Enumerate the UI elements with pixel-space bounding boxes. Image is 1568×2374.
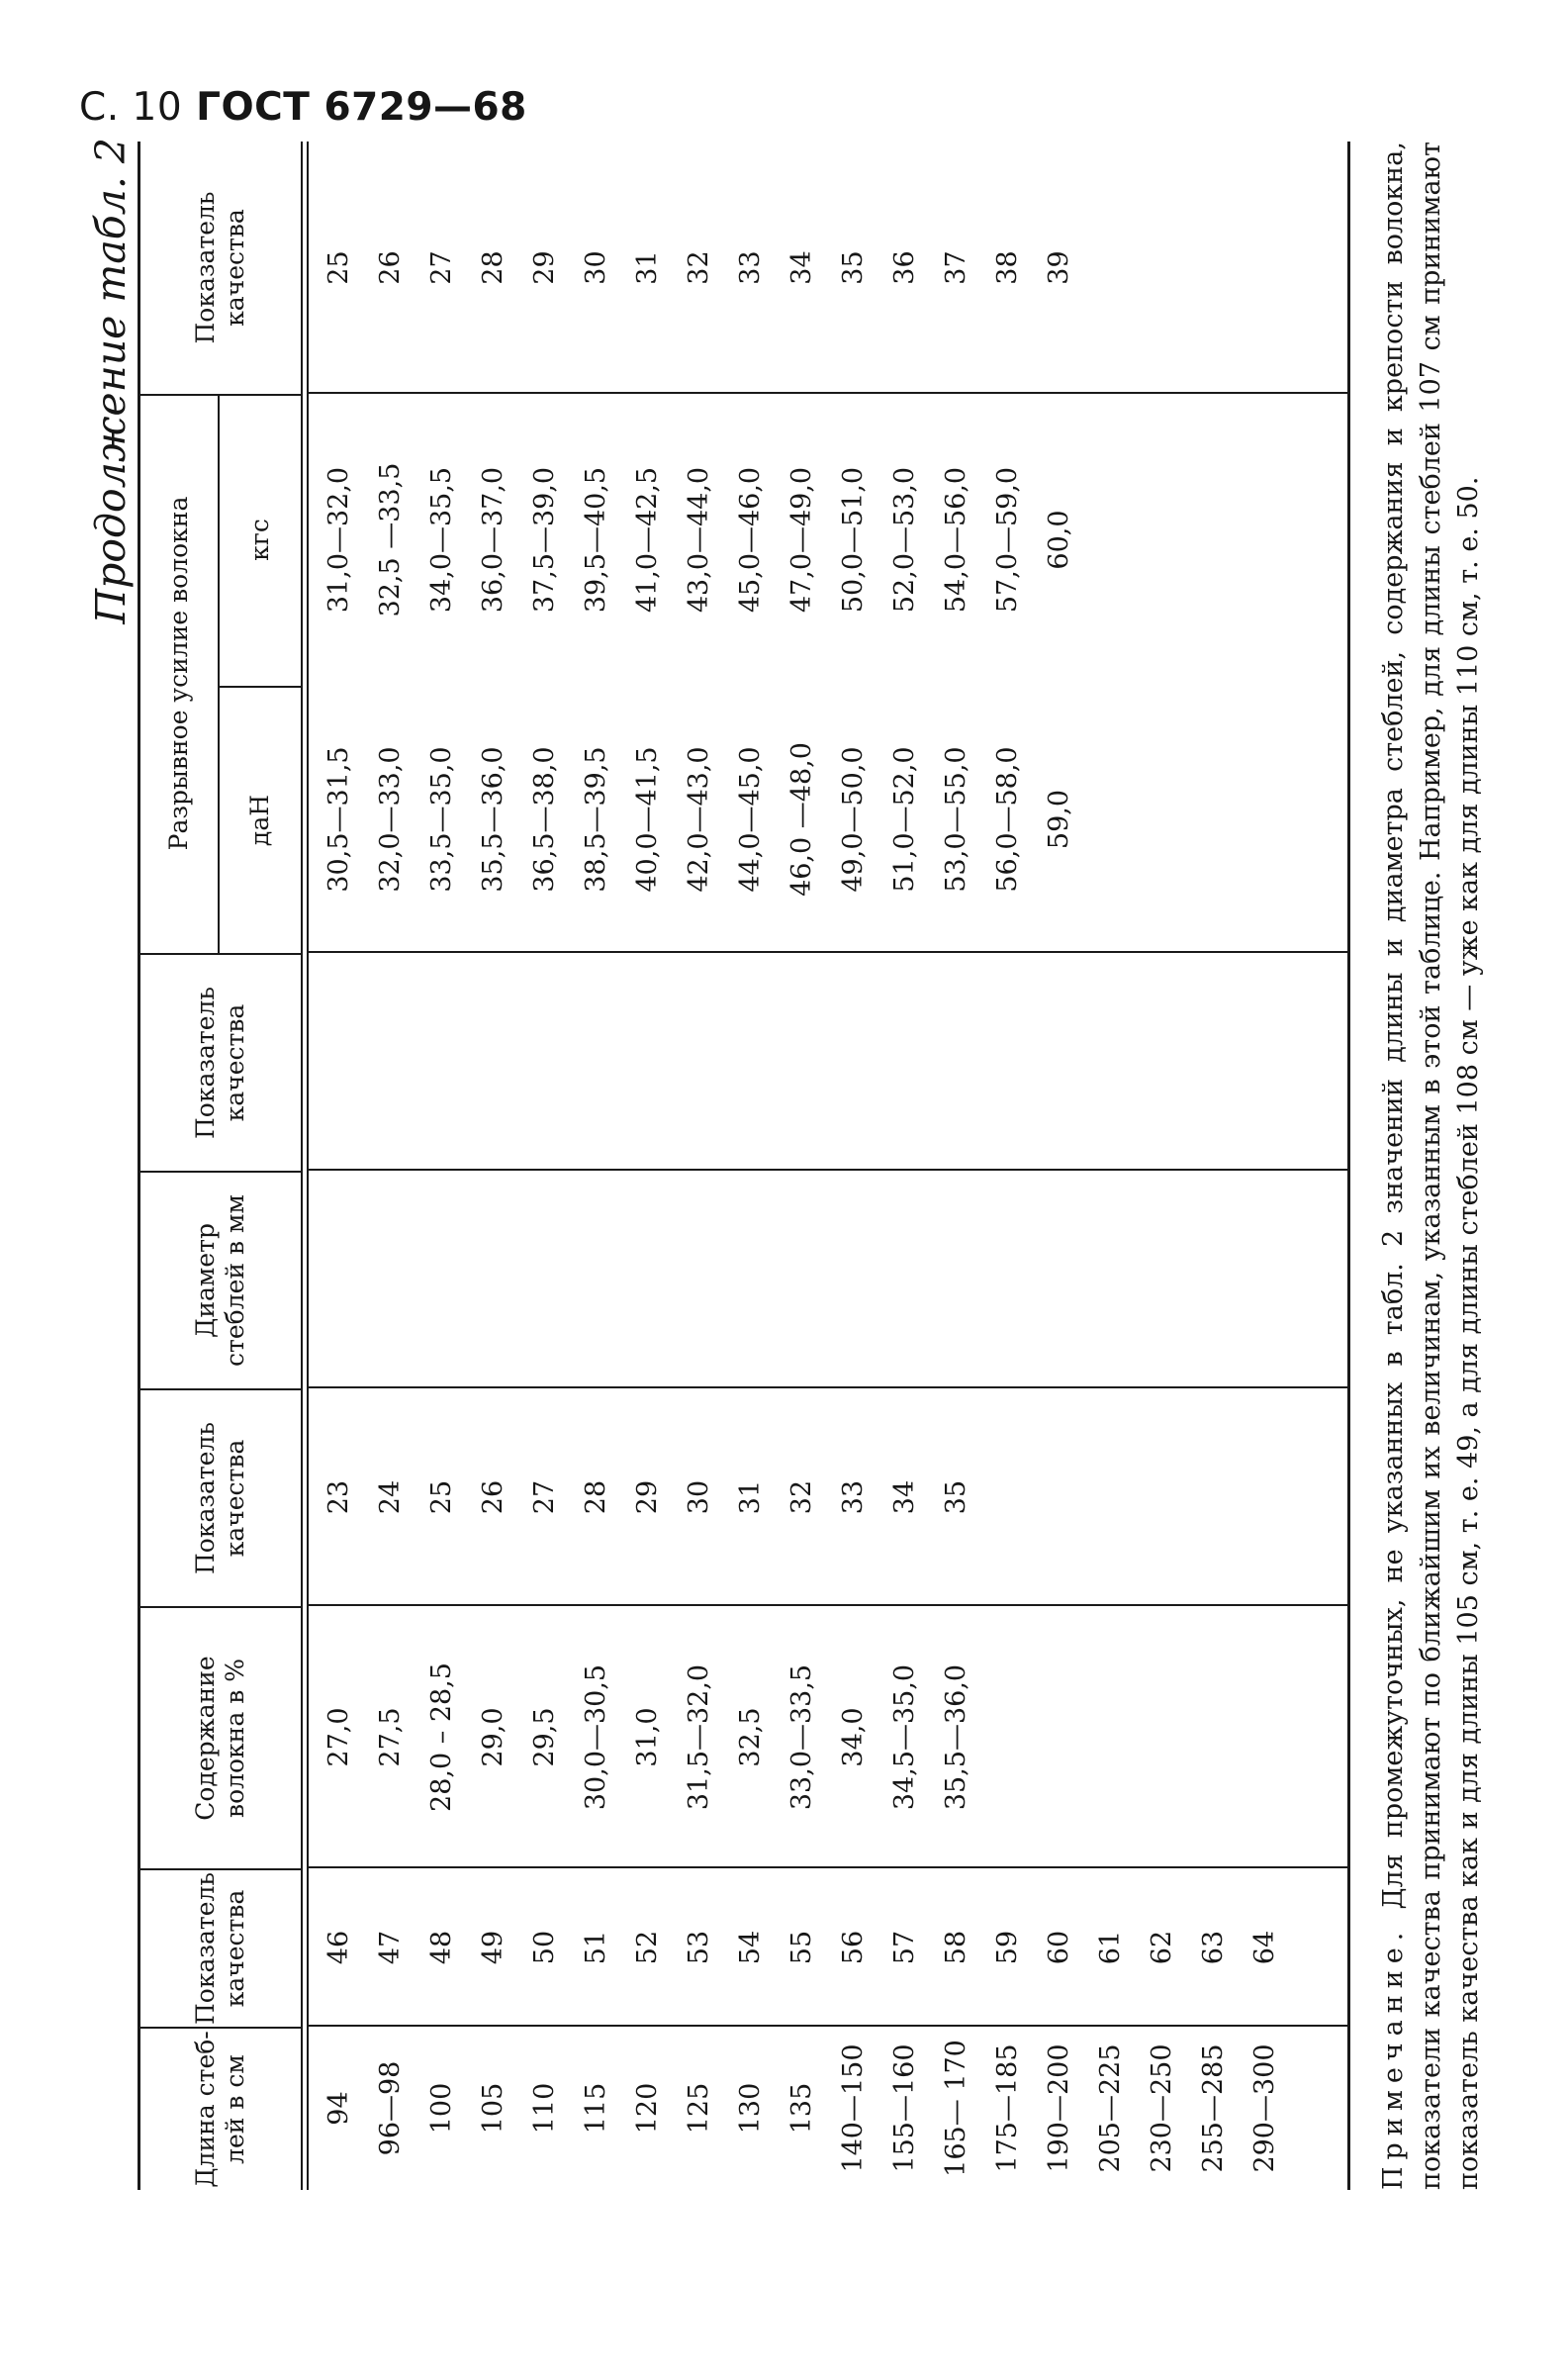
cell-q1: 47 — [374, 1930, 406, 1965]
cell-q4: 31 — [631, 250, 663, 285]
cell-dan: 53,0—55,0 — [940, 746, 971, 893]
table-row — [1136, 142, 1187, 2190]
table-note — [1375, 142, 1488, 2190]
table-row — [313, 142, 364, 2190]
col-header-strength-group — [140, 394, 301, 953]
cell-q1: 48 — [425, 1930, 457, 1965]
cell-dan: 42,0—43,0 — [683, 746, 714, 893]
cell-q1: 58 — [940, 1930, 971, 1965]
cell-content: 27,5 — [374, 1707, 406, 1767]
cell-dan: 49,0—50,0 — [837, 746, 869, 893]
table-row — [1033, 142, 1084, 2190]
header-double-rule — [301, 142, 309, 2190]
cell-q4: 34 — [785, 250, 817, 285]
table-header — [140, 142, 301, 2190]
cell-kgf: 37,5—39,0 — [528, 466, 560, 614]
cell-dan: 51,0—52,0 — [888, 746, 920, 893]
cell-kgf — [1136, 394, 1187, 686]
cell-q1: 55 — [785, 1930, 817, 1965]
cell-dan: 40,0—41,5 — [631, 746, 663, 893]
table-row — [878, 142, 930, 2190]
cell-q1: 61 — [1094, 1930, 1126, 1965]
note-label: Примечание. — [1378, 1925, 1409, 2190]
cell-dan: 56,0—58,0 — [991, 746, 1023, 893]
cell-q1: 63 — [1197, 1930, 1229, 1965]
note-text: Для промежуточных, не указанных в табл. 2 значений длины и диаметра стеблей, содержания и крепости волокна, показатели качества принимают по ближайшим их величинам, указанным в этой таблице. Например, для длины стеблей 107 см принимают показатель качества как и для длины 105 см, т. е. 49, а для длины стеблей 108 см — уже как для длины 110 см, т. е. 50. — [1378, 142, 1484, 2190]
cell-content: 32,5 — [734, 1707, 766, 1767]
cell-length: 190—200 — [1043, 2043, 1074, 2173]
cell-q2 — [1084, 1388, 1136, 1606]
cell-content — [1239, 1606, 1290, 1868]
cell-q1: 46 — [323, 1930, 354, 1965]
cell-q1: 64 — [1248, 1930, 1280, 1965]
table-row — [776, 142, 827, 2190]
cell-q1: 57 — [888, 1930, 920, 1965]
cell-q4: 25 — [323, 250, 354, 285]
cell-q4 — [1187, 142, 1239, 394]
cell-q4 — [1084, 142, 1136, 394]
col-header-quality-2: Показатель качества — [140, 1388, 301, 1606]
standard-code: ГОСТ 6729—68 — [196, 85, 527, 130]
cell-q2 — [1136, 1388, 1187, 1606]
cell-q4: 35 — [837, 250, 869, 285]
cell-dan: 33,5—35,0 — [425, 746, 457, 893]
cell-q1: 56 — [837, 1930, 869, 1965]
cell-kgf: 41,0—42,5 — [631, 466, 663, 614]
table-row — [364, 142, 415, 2190]
cell-dan: 38,5—39,5 — [580, 746, 611, 893]
cell-kgf: 50,0—51,0 — [837, 466, 869, 614]
cell-q4: 30 — [580, 250, 611, 285]
cell-length: 140—150 — [837, 2043, 869, 2173]
cell-content: 35,5—36,0 — [940, 1663, 971, 1811]
cell-content: 29,0 — [477, 1707, 508, 1767]
cell-kgf — [1084, 394, 1136, 686]
cell-kgf: 39,5—40,5 — [580, 466, 611, 614]
table-row — [673, 142, 724, 2190]
col-header-dan: даН — [220, 686, 301, 953]
quality-table — [138, 142, 1350, 2190]
cell-content: 34,0 — [837, 1707, 869, 1767]
cell-q2: 27 — [528, 1479, 560, 1515]
cell-length: 120 — [631, 2082, 663, 2135]
cell-content: 28,0 – 28,5 — [425, 1662, 457, 1812]
cell-kgf: 45,0—46,0 — [734, 466, 766, 614]
page-number: С. 10 — [79, 85, 183, 130]
col-header-quality-4: Показатель качества — [191, 191, 249, 344]
cell-q1: 62 — [1146, 1930, 1177, 1965]
cell-length: 255—285 — [1197, 2043, 1229, 2173]
cell-q4: 26 — [374, 250, 406, 285]
cell-content: 31,0 — [631, 1707, 663, 1767]
cell-q2: 33 — [837, 1479, 869, 1515]
cell-kgf: 54,0—56,0 — [940, 466, 971, 614]
cell-kgf: 52,0—53,0 — [888, 466, 920, 614]
cell-q2 — [1033, 1388, 1084, 1606]
cell-length: 96—98 — [374, 2060, 406, 2156]
cell-q4: 29 — [528, 250, 560, 285]
cell-content — [981, 1606, 1033, 1868]
cell-length: 165— 170 — [940, 2040, 971, 2177]
cell-kgf — [1239, 394, 1290, 686]
cell-q2: 31 — [734, 1479, 766, 1515]
table-row — [570, 142, 621, 2190]
cell-q4: 37 — [940, 250, 971, 285]
cell-content: 34,5—35,0 — [888, 1663, 920, 1811]
cell-q4: 28 — [477, 250, 508, 285]
cell-length: 115 — [580, 2082, 611, 2135]
table-row — [621, 142, 673, 2190]
cell-length: 230—250 — [1146, 2043, 1177, 2173]
cell-q1: 53 — [683, 1930, 714, 1965]
cell-length: 100 — [425, 2082, 457, 2135]
cell-length: 175—185 — [991, 2043, 1023, 2173]
cell-length: 290—300 — [1248, 2043, 1280, 2173]
table-row — [1187, 142, 1239, 2190]
cell-q4: 32 — [683, 250, 714, 285]
cell-length: 105 — [477, 2082, 508, 2135]
cell-kgf: 32,5 —33,5 — [374, 462, 406, 617]
cell-q2 — [1239, 1388, 1290, 1606]
cell-dan: 44,0—45,0 — [734, 746, 766, 893]
cell-length: 110 — [528, 2082, 560, 2135]
cell-dan — [1239, 686, 1290, 953]
cell-content — [1033, 1606, 1084, 1868]
cell-content — [1187, 1606, 1239, 1868]
cell-q2: 34 — [888, 1479, 920, 1515]
cell-dan: 30,5—31,5 — [323, 746, 354, 893]
cell-content — [1136, 1606, 1187, 1868]
cell-q1: 50 — [528, 1930, 560, 1965]
cell-kgf — [1187, 394, 1239, 686]
table-row — [827, 142, 878, 2190]
cell-q2: 26 — [477, 1479, 508, 1515]
cell-dan: 35,5—36,0 — [477, 746, 508, 893]
cell-length: 205—225 — [1094, 2043, 1126, 2173]
cell-content — [1084, 1606, 1136, 1868]
cell-kgf: 43,0—44,0 — [683, 466, 714, 614]
cell-content: 33,0—33,5 — [785, 1663, 817, 1811]
table-row — [724, 142, 776, 2190]
cell-kgf: 47,0—49,0 — [785, 466, 817, 614]
cell-dan — [1187, 686, 1239, 953]
cell-q1: 59 — [991, 1930, 1023, 1965]
cell-q2: 25 — [425, 1479, 457, 1515]
cell-kgf: 60,0 — [1043, 510, 1074, 570]
cell-q4: 39 — [1043, 250, 1074, 285]
col-header-stem-diameter: Диаметр стеблей в мм — [140, 1171, 301, 1388]
cell-q2: 35 — [940, 1479, 971, 1515]
table-row — [518, 142, 570, 2190]
cell-q1: 52 — [631, 1930, 663, 1965]
cell-content: 29,5 — [528, 1707, 560, 1767]
cell-q2: 32 — [785, 1479, 817, 1515]
table-row — [1239, 142, 1290, 2190]
cell-dan: 46,0 —48,0 — [785, 742, 817, 897]
cell-q4: 36 — [888, 250, 920, 285]
cell-q4 — [1239, 142, 1290, 394]
cell-q2: 23 — [323, 1479, 354, 1515]
table-row — [467, 142, 518, 2190]
cell-q4: 33 — [734, 250, 766, 285]
cell-q1: 49 — [477, 1930, 508, 1965]
cell-q2: 24 — [374, 1479, 406, 1515]
cell-dan: 59,0 — [1043, 789, 1074, 850]
cell-q2: 29 — [631, 1479, 663, 1515]
cell-length: 130 — [734, 2082, 766, 2135]
cell-q4: 27 — [425, 250, 457, 285]
cell-q4: 38 — [991, 250, 1023, 285]
col-header-fiber-content: Содержание волокна в % — [140, 1606, 301, 1868]
col-header-quality-3: Показатель качества — [140, 953, 301, 1171]
col-header-quality-1: Показатель качества — [140, 1868, 301, 2027]
cell-content: 27,0 — [323, 1707, 354, 1767]
cell-q1: 54 — [734, 1930, 766, 1965]
cell-kgf: 31,0—32,0 — [323, 466, 354, 614]
cell-dan — [1136, 686, 1187, 953]
cell-kgf: 36,0—37,0 — [477, 466, 508, 614]
cell-q4 — [1136, 142, 1187, 394]
cell-kgf: 57,0—59,0 — [991, 466, 1023, 614]
table-caption: Продолжение табл. 2 — [87, 138, 135, 624]
col-header-length: Длина стеб-лей в см — [140, 2027, 301, 2190]
cell-q1: 51 — [580, 1930, 611, 1965]
cell-dan: 36,5—38,0 — [528, 746, 560, 893]
cell-q2 — [981, 1388, 1033, 1606]
table-row — [1084, 142, 1136, 2190]
cell-length: 135 — [785, 2082, 817, 2135]
cell-q2: 28 — [580, 1479, 611, 1515]
cell-dan — [1084, 686, 1136, 953]
col-header-kgf: кгс — [245, 519, 274, 561]
cell-length: 125 — [683, 2082, 714, 2135]
strength-group-label: Разрывное усилие волокна — [140, 394, 220, 953]
table-row — [981, 142, 1033, 2190]
cell-length: 155—160 — [888, 2043, 920, 2173]
table-row — [930, 142, 981, 2190]
cell-content: 30,0—30,5 — [580, 1663, 611, 1811]
cell-content: 31,5—32,0 — [683, 1663, 714, 1811]
table-row — [415, 142, 467, 2190]
cell-dan: 32,0—33,0 — [374, 746, 406, 893]
cell-kgf: 34,0—35,5 — [425, 466, 457, 614]
cell-q2: 30 — [683, 1479, 714, 1515]
cell-q1: 60 — [1043, 1930, 1074, 1965]
cell-q2 — [1187, 1388, 1239, 1606]
cell-length: 94 — [323, 2091, 354, 2126]
